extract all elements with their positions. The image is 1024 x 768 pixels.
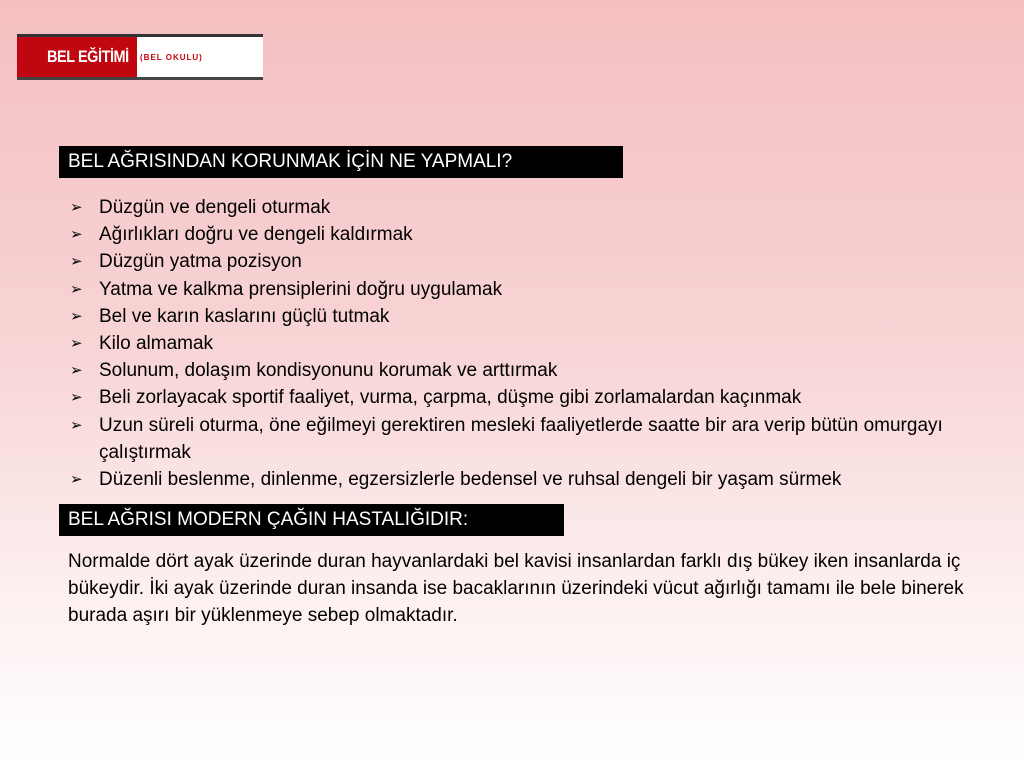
arrow-bullet-icon: ➢ [70, 389, 83, 407]
logo-title: BEL EĞİTİMİ [47, 47, 129, 66]
arrow-bullet-icon: ➢ [70, 253, 83, 271]
prevention-list [70, 194, 970, 493]
arrow-bullet-icon: ➢ [70, 199, 83, 216]
list-item: ➢ Düzgün yatma pozisyon [70, 248, 970, 275]
list-item: ➢ Yatma ve kalkma prensiplerini doğru uygulamak [70, 276, 970, 303]
section-heading-prevention: BEL AĞRISINDAN KORUNMAK İÇİN NE YAPMALI? [59, 146, 623, 178]
list-item: ➢ Düzgün ve dengeli oturmak [70, 194, 970, 221]
logo-banner [17, 34, 263, 80]
arrow-bullet-icon: ➢ [70, 307, 83, 325]
list-item: ➢ Solunum, dolaşım kondisyonunu korumak ve arttırmak [70, 357, 970, 384]
arrow-bullet-icon: ➢ [70, 362, 83, 380]
list-item: ➢ Beli zorlayacak sportif faaliyet, vurma, çarpma, düşme gibi zorlamalardan kaçınmak [70, 384, 970, 411]
arrow-bullet-icon: ➢ [70, 226, 83, 244]
list-item: ➢ Kilo almamak [70, 330, 970, 357]
arrow-bullet-icon: ➢ [70, 280, 83, 298]
list-item: ➢ Ağırlıkları doğru ve dengeli kaldırmak [70, 221, 970, 248]
arrow-bullet-icon: ➢ [70, 471, 83, 489]
section-heading-modern-disease: BEL AĞRISI MODERN ÇAĞIN HASTALIĞIDIR: [59, 504, 564, 536]
list-item: ➢ Bel ve karın kaslarını güçlü tutmak [70, 303, 970, 330]
explanation-paragraph: Normalde dört ayak üzerinde duran hayvanlardaki bel kavisi insanlardan farklı dış bükey iken insanlarda iç bükeydir. İki ayak üzerinde duran insanda ise bacaklarının üzerindeki vücut ağırlığı tamamı ile bele binerek burada aşırı bir yüklenmeye sebep olmaktadır. [68, 551, 964, 626]
arrow-bullet-icon: ➢ [70, 335, 83, 353]
list-item: ➢ Uzun süreli oturma, öne eğilmeyi gerektiren mesleki faaliyetlerde saatte bir ara verip bütün omurgayı çalıştırmak [70, 412, 970, 466]
logo-subtitle: (BEL OKULU) [140, 53, 203, 62]
arrow-bullet-icon: ➢ [70, 416, 83, 434]
list-item: ➢ Düzenli beslenme, dinlenme, egzersizlerle bedensel ve ruhsal dengeli bir yaşam sürmek [70, 466, 970, 493]
